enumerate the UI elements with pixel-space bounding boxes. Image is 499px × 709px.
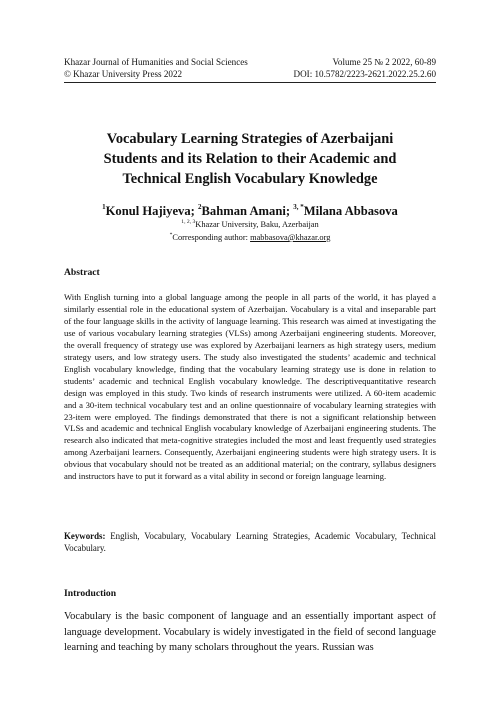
running-header-line-1 (64, 57, 436, 68)
title-line: Technical English Vocabulary Knowledge (122, 171, 378, 187)
corresponding-label: Corresponding author: (172, 233, 248, 242)
author (198, 204, 290, 218)
corresponding-superscript: * (169, 232, 173, 238)
author (102, 204, 195, 218)
keywords-label: Keywords: (64, 531, 106, 541)
abstract-heading: Abstract (64, 267, 100, 278)
author (293, 204, 398, 218)
author-name: Konul Hajiyeva; (105, 204, 195, 218)
author-superscript: 1 (102, 203, 106, 211)
author-name: Milana Abbasova (303, 204, 398, 218)
header-rule (64, 82, 436, 83)
keywords-text: English, Vocabulary, Vocabulary Learning Strategies, Academic Vocabulary, Technical Vocabulary. (64, 531, 436, 553)
corresponding-author-line (64, 230, 436, 243)
affiliation-line (64, 217, 436, 230)
running-header-line-2 (64, 69, 436, 80)
publisher: © Khazar University Press 2022 (64, 69, 183, 79)
volume-info: Volume 25 № 2 2022, 60-89 (332, 57, 436, 67)
corresponding-email-link[interactable]: mabbasova@khazar.org (250, 233, 331, 242)
journal-name: Khazar Journal of Humanities and Social Sciences (64, 57, 248, 67)
affiliation-superscript: 1, 2, 3 (181, 219, 196, 225)
author-superscript: 3, * (293, 203, 304, 211)
title-line: Vocabulary Learning Strategies of Azerbaijani (106, 131, 394, 147)
introduction-body: Vocabulary is the basic component of language and an essentially important aspect of language development. Vocabulary is widely investigated in the field of second language learning and teaching by many scholars throughout the years. Russian was (64, 611, 436, 654)
author-name: Bahman Amani; (201, 204, 291, 218)
author-superscript: 2 (198, 203, 202, 211)
doi: DOI: 10.5782/2223-2621.2022.25.2.60 (293, 69, 436, 79)
abstract-body: With English turning into a global language among the people in all parts of the world, it has played a similarly essential role in the educational system of Azerbaijan. Vocabulary is a vital and inseparable part of the four language skills in the activity of language learning. This research was aimed at investigating the use of various vocabulary learning strategies (VLSs) among Azerbaijani engineering students. Moreover, the overall frequency of strategy use was explored by Azerbaijani learners as high strategy users, medium strategy users, and low strategy users. The study also investigated the students’ academic and technical English vocabulary knowledge, finding that the vocabulary learning strategy use is done in relation to students’ academic and technical English vocabulary knowledge. The descriptivequantitative research design was employed in this study. Two kinds of research instruments were utilized. A 60-item academic and a 30-item technical vocabulary test and an online questionnaire of vocabulary learning strategies with 23-item were employed. The findings demonstrated that there is not a significant relationship between VLSs and academic and technical English vocabulary knowledge of Azerbaijani engineering students. The research also indicated that meta-cognitive strategies included the most and least frequently used strategies among Azerbaijani learners. Consequently, Azerbaijani engineering students were high strategy users. It is obvious that vocabulary should not be treated as an additional material; on the contrary, syllabus designers and instructors have to put it forward as a vital ability in second or foreign language learning. (64, 292, 436, 482)
affiliations (64, 217, 436, 243)
keywords (64, 530, 436, 554)
title-line: Students and its Relation to their Academic and (103, 151, 397, 167)
author-list (64, 199, 436, 219)
introduction-heading: Introduction (64, 588, 117, 599)
affiliation-text: Khazar University, Baku, Azerbaijan (195, 220, 319, 229)
paper-title (64, 129, 436, 189)
